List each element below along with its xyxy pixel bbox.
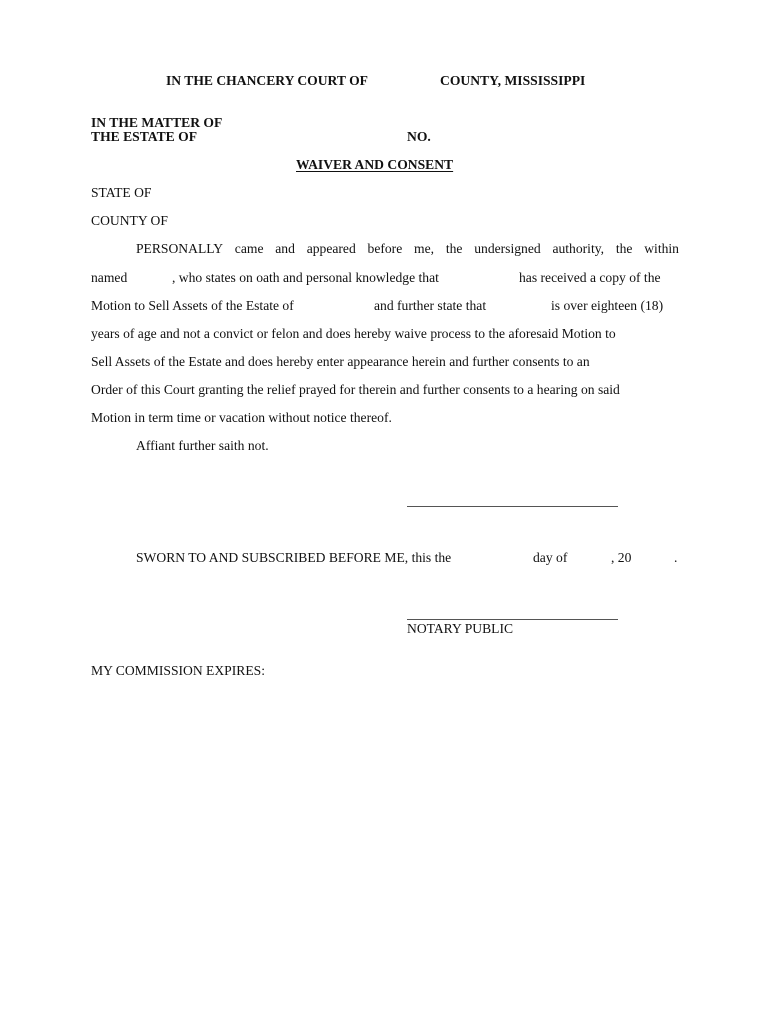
matter-line-2: THE ESTATE OF [91, 129, 198, 144]
word: came [234, 241, 264, 256]
word: within [644, 241, 679, 256]
body-line-7: Motion in term time or vacation without notice thereof. [91, 410, 392, 425]
jurat-day-of: day of [533, 550, 568, 565]
word: PERSONALLY [136, 241, 224, 256]
word: appeared [306, 241, 356, 256]
body-line-6: Order of this Court granting the relief prayed for therein and further consents to a hearing on said [91, 382, 620, 397]
jurat-sworn: SWORN TO AND SUBSCRIBED BEFORE ME, this the [136, 550, 452, 565]
word: undersigned [474, 241, 541, 256]
commission-expires-label: MY COMMISSION EXPIRES: [91, 663, 265, 678]
jurat-period: . [674, 550, 678, 565]
word: authority, [552, 241, 605, 256]
jurat-year: , 20 [611, 550, 632, 565]
court-heading: IN THE CHANCERY COURT OF [166, 73, 368, 88]
venue-state: STATE OF [91, 185, 152, 200]
body-line-3-motion: Motion to Sell Assets of the Estate of [91, 298, 294, 313]
notary-public-label: NOTARY PUBLIC [407, 621, 514, 636]
document-title: WAIVER AND CONSENT [296, 157, 454, 172]
notary-signature-line[interactable] [407, 619, 618, 620]
body-line-4: years of age and not a convict or felon and does hereby waive process to the aforesaid Motion to [91, 326, 616, 341]
word: me, [414, 241, 435, 256]
body-line-5: Sell Assets of the Estate and does hereby enter appearance herein and further consents to an [91, 354, 590, 369]
body-line-3-further: and further state that [374, 298, 487, 313]
word: the [445, 241, 463, 256]
word: the [615, 241, 633, 256]
word: before [367, 241, 403, 256]
affiant-statement: Affiant further saith not. [136, 438, 269, 453]
word: and [275, 241, 295, 256]
venue-county: COUNTY OF [91, 213, 168, 228]
case-number-label: NO. [407, 129, 431, 144]
body-line-2-oath: , who states on oath and personal knowledge that [172, 270, 439, 285]
affiant-signature-line[interactable] [407, 506, 618, 507]
matter-line-1: IN THE MATTER OF [91, 115, 223, 130]
body-line-2-copy: has received a copy of the [519, 270, 661, 285]
county-state-heading: COUNTY, MISSISSIPPI [440, 73, 586, 88]
body-line-2-named: named [91, 270, 128, 285]
body-line-3-age: is over eighteen (18) [551, 298, 664, 313]
body-line-1 [136, 242, 679, 256]
